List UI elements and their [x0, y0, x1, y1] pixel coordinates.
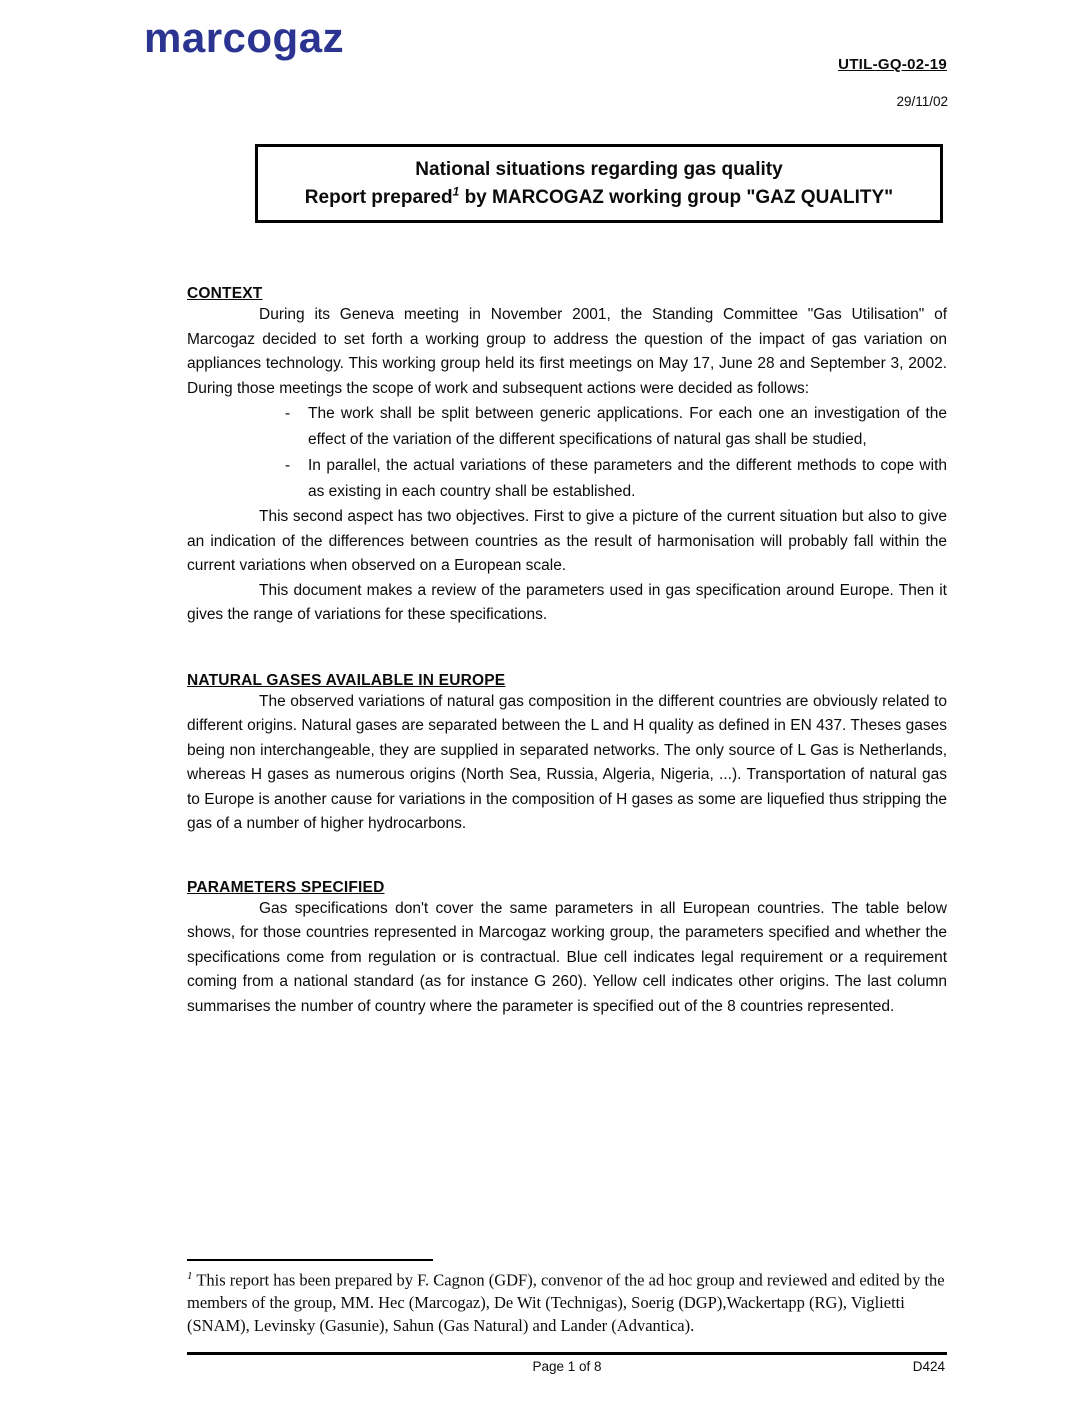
list-item-text: The work shall be split between generic applications. For each one an investigation of the effect of the variation of the different specifications of natural gas shall be studied,: [308, 405, 947, 449]
list-item: [285, 401, 947, 453]
context-paragraph-1: During its Geneva meeting in November 2001, the Standing Committee "Gas Utilisation" of Marcogaz decided to set forth a working group to address the question of the impact of gas variation on appliances technology. This working group held its first meetings on May 17, June 28 and September 3, 2002. During those meetings the scope of work and subsequent actions were decided as follows:: [187, 306, 947, 397]
text-block: [187, 0, 947, 1019]
title-line2: Report prepared$^1$ by MARCOGAZ working group "GAZ QUALITY": [304, 184, 894, 208]
section-heading-context: CONTEXT: [187, 285, 263, 303]
list-item: [285, 453, 947, 505]
page-footer: [187, 1352, 947, 1374]
title-box: [255, 144, 943, 223]
title-line1: National situations regarding gas quality: [415, 159, 783, 180]
section-heading-parameters: PARAMETERS SPECIFIED: [187, 878, 385, 896]
context-bullet-list: [285, 401, 947, 505]
context-paragraph-2: This second aspect has two objectives. First to give a picture of the current situation but also to give an indication of the differences between countries as the result of harmonisation will probably fall within the current variations when observed on a European scale.: [187, 508, 947, 575]
footnote-separator-rule: [187, 1259, 433, 1261]
footer-doc-code: D424: [912, 1359, 945, 1374]
parameters-paragraph: Gas specifications don't cover the same parameters in all European countries. The table below shows, for those countries represented in Marcogaz working group, the parameters specified and whether the specifications come from regulation or is contractual. Blue cell indicates legal requirement or a requirement coming from a national standard (as for instance G 260). Yellow cell indicates other origins. The last column summarises the number of country where the parameter is specified out of the 8 countries represented.: [187, 899, 947, 1015]
natural-gases-paragraph: The observed variations of natural gas composition in the different countries are obviously related to different origins. Natural gases are separated between the L and H quality as defined in EN 437. Theses gases being non interchangeable, they are supplied in separated networks. The only source of L Gas is Netherlands, whereas H gases as numerous origins (North Sea, Russia, Algeria, Nigeria, ...). Transportation of natural gas to Europe is another cause for variations in the composition of H gases as some are liquefied thus stripping the gas of a number of higher hydrocarbons.: [187, 692, 947, 833]
marcogaz-logo: marcogaz: [144, 14, 345, 61]
footnote-reference-mark: 1: [452, 184, 460, 199]
document-date: 29/11/02: [896, 94, 948, 109]
dash-bullet-marker: -: [285, 405, 291, 423]
context-paragraph-3: This document makes a review of the parameters used in gas specification around Europe. Then it gives the range of variations for these specifications.: [187, 581, 947, 624]
dash-bullet-marker: -: [285, 457, 291, 475]
section-heading-natural-gases: NATURAL GASES AVAILABLE IN EUROPE: [187, 671, 506, 689]
document-reference: UTIL-GQ-02-19: [838, 56, 947, 73]
footnote-area: [187, 1259, 947, 1337]
footnote-text: $^1$ This report has been prepared by F. Cagnon (GDF), convenor of the ad hoc group and reviewed and edited by the members of the group, MM. Hec (Marcogaz), De Wit (Technigas), Soerig (DGP),Wackertapp (RG), Viglietti (SNAM), Levinsky (Gasunie), Sahun (Gas Natural) and Lander (Advantica).: [187, 1270, 945, 1335]
page-number: Page 1 of 8: [532, 1359, 602, 1374]
list-item-text: In parallel, the actual variations of these parameters and the different methods to cope with as existing in each country shall be established.: [308, 457, 947, 501]
footnote-marker: 1: [187, 1270, 193, 1282]
